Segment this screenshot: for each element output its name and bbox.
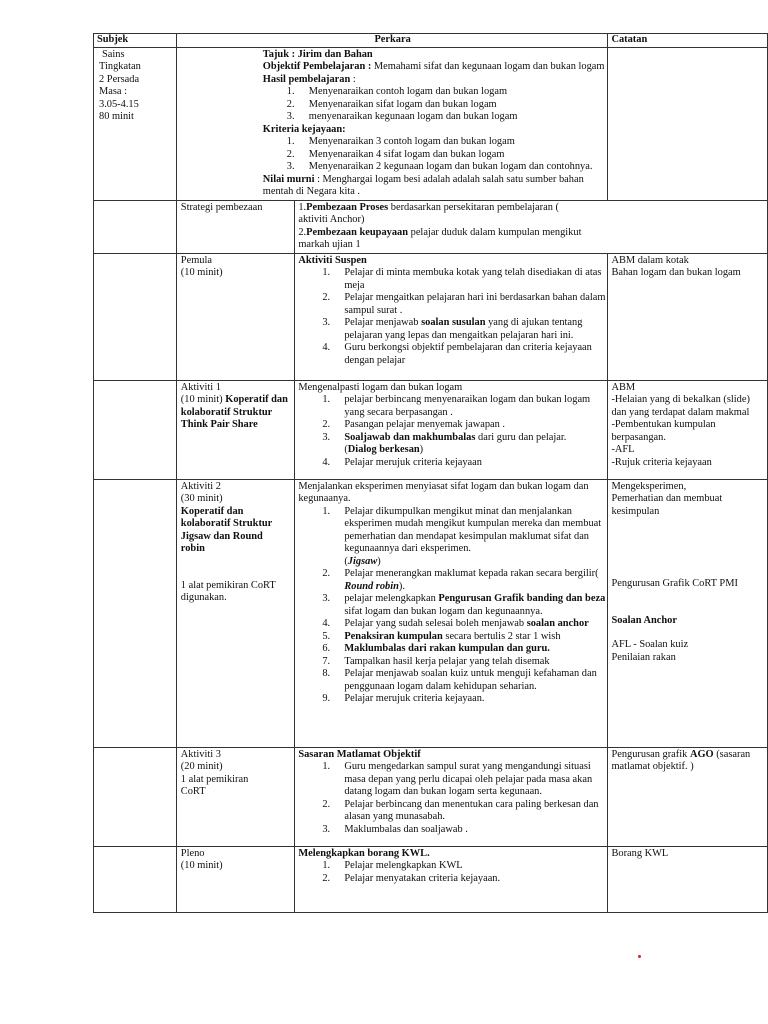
subject-line: 2 Persada xyxy=(99,73,140,85)
list-item: 5. Penaksiran kumpulan secara bertulis 2 star 1 wish xyxy=(322,630,561,642)
red-dot-mark xyxy=(638,955,641,958)
pemula-catatan xyxy=(608,253,768,380)
lesson-plan-table xyxy=(93,33,768,913)
aktiviti1-catatan xyxy=(608,380,768,479)
list-item: 2. Menyenaraikan 4 sifat logam dan bukan logam xyxy=(286,148,505,160)
list-item: 2. Pelajar mengaitkan pelajaran hari ini berdasarkan bahan dalam sampul surat . xyxy=(322,292,606,316)
list-item: 1. Menyenaraikan contoh logam dan bukan logam xyxy=(286,86,508,97)
pleno-catatan: Borang KWL xyxy=(608,846,768,912)
empty-cell xyxy=(94,253,177,380)
spacer xyxy=(611,627,765,639)
aktiviti1-content xyxy=(295,380,608,479)
pleno-label-cell xyxy=(176,846,295,912)
pemula-time: (10 minit) xyxy=(180,267,223,278)
pemula-title: Aktiviti Suspen xyxy=(298,254,367,266)
hasil-heading xyxy=(263,74,606,87)
pemula-list xyxy=(298,267,605,367)
catatan-line: Penilaian rakan xyxy=(611,651,676,663)
intro-row xyxy=(94,47,768,200)
catatan-line: Mengeksperimen, xyxy=(611,480,687,492)
aktiviti2-catatan xyxy=(608,479,768,747)
strategi-label: Strategi pembezaan xyxy=(176,200,295,253)
aktiviti2-row xyxy=(94,479,768,747)
aktiviti2-time: (30 minit) xyxy=(180,493,223,504)
list-item: 1. Menyenaraikan 3 contoh logam dan bukan logam xyxy=(286,136,515,147)
header-perkara: Perkara xyxy=(176,34,608,48)
list-item: 3. menyenaraikan kegunaan logam dan bukan logam xyxy=(286,111,518,122)
list-item: 3. Soaljawab dan makhumbalas dari guru dan pelajar. (Dialog berkesan) xyxy=(322,431,567,455)
empty-cell xyxy=(94,200,177,253)
subject-line: 3.05-4.15 xyxy=(99,98,139,110)
aktiviti2-label-cell xyxy=(176,479,295,747)
list-item: 4. Guru berkongsi objektif pembelajaran dan criteria kejayaan dengan pelajar xyxy=(322,342,592,366)
spacer xyxy=(611,518,765,578)
aktiviti3-content xyxy=(295,747,608,846)
aktiviti1-intro: Mengenalpasti logam dan bukan logam xyxy=(298,381,463,393)
nilai-label: Nilai murni xyxy=(262,173,315,185)
empty-cell xyxy=(94,747,177,846)
pemula-content xyxy=(295,253,608,380)
objektif-text: Memahami sifat dan kegunaan logam dan bukan logam xyxy=(371,61,605,72)
pemula-label: Pemula xyxy=(180,254,212,266)
kriteria-list xyxy=(263,136,606,174)
list-item: 2. Menyenaraikan sifat logam dan bukan logam xyxy=(286,98,497,110)
catatan-line: -Rujuk criteria kejayaan xyxy=(611,456,712,468)
subject-line: 80 minit xyxy=(99,111,134,122)
pleno-label: Pleno xyxy=(180,847,205,859)
list-item: 3. Menyenaraikan 2 kegunaan logam dan bukan logam dan contohnya. xyxy=(286,161,593,172)
catatan-line: Pemerhatian dan membuat xyxy=(611,493,723,504)
aktiviti1-list xyxy=(298,394,605,469)
pleno-content xyxy=(295,846,608,912)
catatan-line: ABM dalam kotak xyxy=(611,254,689,266)
strategi-row xyxy=(94,200,768,253)
aktiviti3-note: 1 alat pemikiran CoRT xyxy=(180,773,249,797)
catatan-line: -AFL xyxy=(611,444,635,455)
list-item: 1. Pelajar melengkapkan KWL xyxy=(322,860,463,871)
subject-line: Tingkatan xyxy=(99,61,141,72)
aktiviti3-list xyxy=(298,761,605,836)
pleno-row xyxy=(94,846,768,912)
aktiviti2-intro: Menjalankan eksperimen menyiasat sifat logam dan bukan logam dan kegunaanya. xyxy=(298,480,589,504)
spacer xyxy=(611,591,765,615)
aktiviti3-time: (20 minit) xyxy=(180,761,223,772)
catatan-line: Pengurusan Grafik CoRT PMI xyxy=(611,578,738,589)
aktiviti3-label: Aktiviti 3 xyxy=(180,748,221,760)
list-item: 7. Tampalkan hasil kerja pelajar yang telah disemak xyxy=(322,655,550,667)
pleno-time: (10 minit) xyxy=(180,860,223,871)
list-item: 2. Pelajar berbincang dan menentukan cara paling berkesan dan alasan yang munasabah. xyxy=(322,798,599,822)
aktiviti2-content xyxy=(295,479,608,747)
header-row xyxy=(94,34,768,48)
list-item: 1. Pelajar dikumpulkan mengikut minat dan menjalankan eksperimen mudah mengikut kumpulan mereka dan membuat pemerhatian dan mendapat kesimpulan maklumat sifat dan kegunaannya dari eksperimen. (Jigsaw) xyxy=(322,505,602,567)
strategi-content xyxy=(295,200,768,253)
list-item: 8. Pelajar menjawab soalan kuiz untuk menguji kefahaman dan penggunaan logam dalam kehidupan seharian. xyxy=(322,668,597,692)
list-item: 3. Maklumbalas dan soaljawab . xyxy=(322,823,468,835)
header-catatan: Catatan xyxy=(608,34,768,48)
pemula-row xyxy=(94,253,768,380)
list-item: 1. Pelajar di minta membuka kotak yang telah disediakan di atas meja xyxy=(322,267,602,291)
catatan-line: dan yang terdapat dalam makmal xyxy=(611,406,750,418)
pleno-list xyxy=(298,860,605,885)
list-item: 3. pelajar melengkapkan Pengurusan Grafik banding dan beza sifat logam dan bukan logam dan kegunaannya. xyxy=(322,593,606,617)
list-item: 9. Pelajar merujuk criteria kejayaan. xyxy=(322,693,485,704)
tajuk-title: Tajuk : Jirim dan Bahan xyxy=(262,48,373,60)
list-item: 2. Pelajar menyatakan criteria kejayaan. xyxy=(322,872,501,884)
catatan-line: berpasangan. xyxy=(611,431,666,443)
list-item: 2. Pelajar menerangkan maklumat kepada rakan secara bergilir( Round robin). xyxy=(322,568,599,592)
objektif-label: Objektif Pembelajaran : xyxy=(262,61,372,72)
list-item: 1. pelajar berbincang menyenaraikan logam dan bukan logam yang secara berpasangan . xyxy=(322,394,591,418)
pemula-label-cell xyxy=(176,253,295,380)
list-item: 1. Guru mengedarkan sampul surat yang mengandungi situasi masa depan yang perlu dicapai oleh pelajar pada masa akan datang logam dan bukan logam serta kegunaan. xyxy=(322,761,593,797)
list-item: 4. Pelajar merujuk criteria kejayaan xyxy=(322,456,482,468)
aktiviti2-strategy: Koperatif dan kolaboratif Struktur Jigsaw dan Round robin xyxy=(180,505,273,554)
empty-cell xyxy=(94,846,177,912)
aktiviti3-row xyxy=(94,747,768,846)
intro-content-cell xyxy=(176,47,608,200)
aktiviti1-label-cell xyxy=(176,380,295,479)
list-item: 2. Pasangan pelajar menyemak jawapan . xyxy=(322,419,506,430)
subject-line: Masa : xyxy=(99,86,127,97)
strategi-point-1: 1.Pembezaan Proses berdasarkan persekitaran pembelajaran ( aktiviti Anchor) xyxy=(298,201,559,225)
aktiviti2-list xyxy=(298,506,605,706)
catatan-line: Bahan logam dan bukan logam xyxy=(611,267,741,278)
aktiviti2-label: Aktiviti 2 xyxy=(180,480,221,492)
hasil-label: Hasil pembelajaran xyxy=(262,73,351,85)
pleno-title: Melengkapkan borang KWL. xyxy=(298,847,430,859)
aktiviti1-row xyxy=(94,380,768,479)
aktiviti1-label: Aktiviti 1 xyxy=(180,381,221,393)
kriteria-heading: Kriteria kejayaan: xyxy=(262,123,346,135)
aktiviti3-label-cell xyxy=(176,747,295,846)
hasil-list xyxy=(263,86,606,124)
catatan-line: ABM xyxy=(611,381,636,393)
header-subjek: Subjek xyxy=(94,34,177,48)
catatan-line: kesimpulan xyxy=(611,505,660,517)
list-item: 6. Maklumbalas dari rakan kumpulan dan guru. xyxy=(322,643,550,654)
subject-line: Sains xyxy=(102,48,125,60)
empty-cell xyxy=(94,380,177,479)
nilai-murni xyxy=(263,174,606,199)
catatan-line: Soalan Anchor xyxy=(611,614,677,626)
catatan-line: -Helaian yang di bekalkan (slide) xyxy=(611,394,750,405)
objektif-line xyxy=(263,61,606,74)
list-item: 3. Pelajar menjawab soalan susulan yang di ajukan tentang pelajaran yang lepas dan mengaitkan pelajaran hari ini. xyxy=(322,317,583,341)
empty-cell xyxy=(94,479,177,747)
catatan-line: AFL - Soalan kuiz xyxy=(611,639,689,650)
hasil-colon: : xyxy=(350,73,356,85)
catatan-line: Pengurusan grafik AGO (sasaran matlamat objektif. ) xyxy=(611,748,751,772)
nilai-text: : Menghargai logam besi adalah adalah salah satu sumber bahan mentah di Negara kita . xyxy=(262,173,584,197)
aktiviti3-title: Sasaran Matlamat Objektif xyxy=(298,748,421,760)
list-item: 4. Pelajar yang sudah selesai boleh menjawab soalan anchor xyxy=(322,618,589,629)
aktiviti1-strategy: (10 minit) Koperatif dan kolaboratif Struktur Think Pair Share xyxy=(180,394,288,430)
aktiviti2-note: 1 alat pemikiran CoRT digunakan. xyxy=(180,579,276,603)
spacer xyxy=(181,556,293,580)
intro-catatan-cell xyxy=(608,47,768,200)
strategi-point-2: 2.Pembezaan keupayaan pelajar duduk dalam kumpulan mengikut markah ujian 1 xyxy=(298,226,582,250)
aktiviti3-catatan xyxy=(608,747,768,846)
subject-info-cell xyxy=(94,47,177,200)
catatan-line: -Pembentukan kumpulan xyxy=(611,419,716,430)
